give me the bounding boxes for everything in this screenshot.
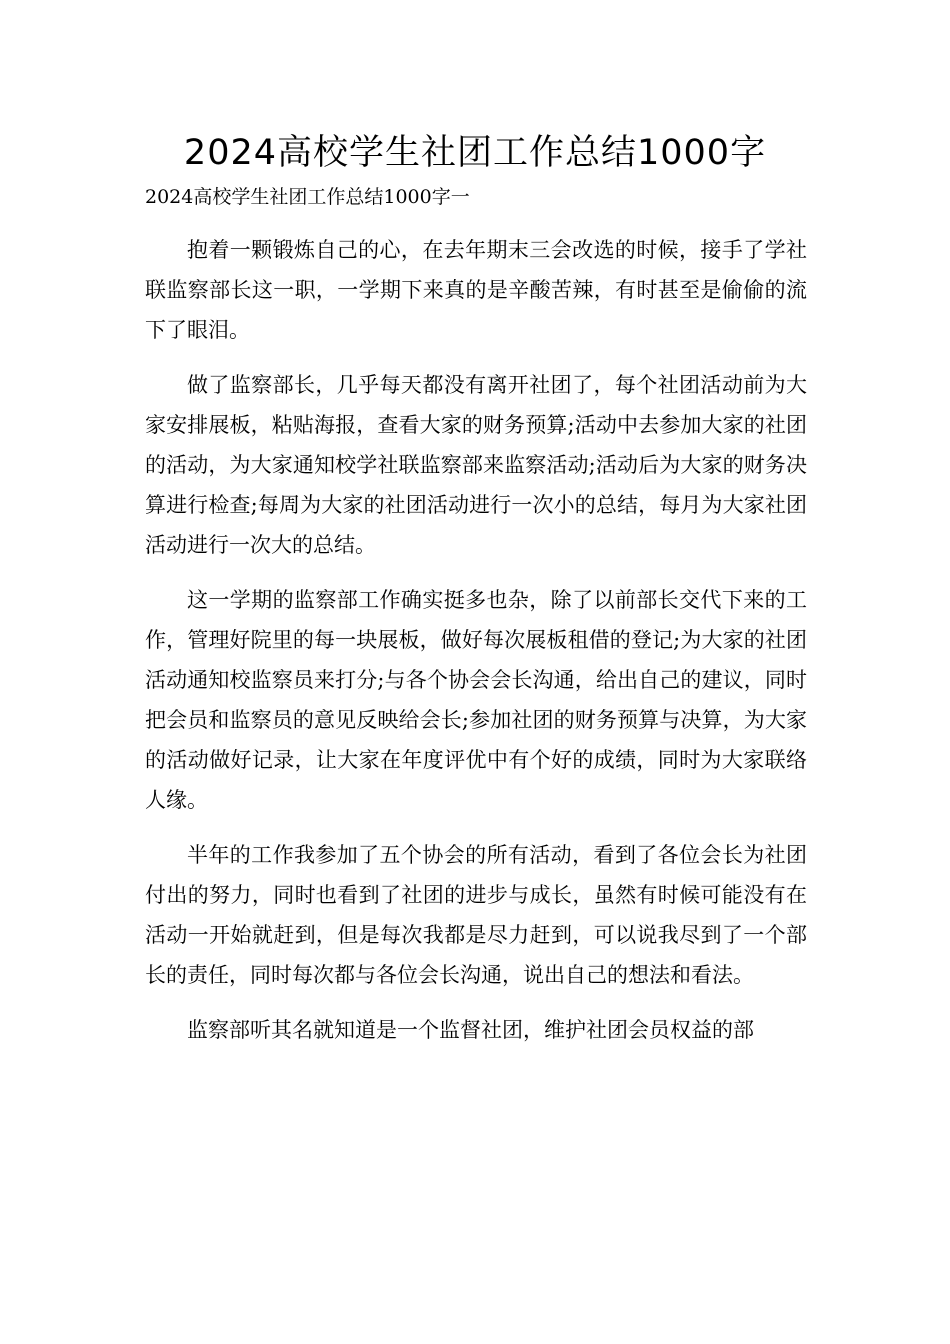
body-paragraph: 半年的工作我参加了五个协会的所有活动，看到了各位会长为社团付出的努力，同时也看到了社团的进步与成长，虽然有时候可能没有在活动一开始就赶到，但是每次我都是尽力赶到，可以说我尽到了一个部长的责任，同时每次都与各位会长沟通，说出自己的想法和看法。 [145,843,807,987]
body-paragraph: 做了监察部长，几乎每天都没有离开社团了，每个社团活动前为大家安排展板，粘贴海报，查看大家的财务预算;活动中去参加大家的社团的活动，为大家通知校学社联监察部来监察活动;活动后为大家的财务决算进行检查;每周为大家的社团活动进行一次小的总结，每月为大家社团活动进行一次大的总结。 [145,373,807,557]
document-subtitle: 2024高校学生社团工作总结1000字一 [145,186,470,208]
body-paragraph: 这一学期的监察部工作确实挺多也杂，除了以前部长交代下来的工作，管理好院里的每一块展板，做好每次展板租借的登记;为大家的社团活动通知校监察员来打分;与各个协会会长沟通，给出自己的建议，同时把会员和监察员的意见反映给会长;参加社团的财务预算与决算，为大家的活动做好记录，让大家在年度评优中有个好的成绩，同时为大家联络人缘。 [145,588,807,812]
document-title: 2024高校学生社团工作总结1000字 [183,133,767,173]
body-paragraph: 监察部听其名就知道是一个监督社团，维护社团会员权益的部 [187,1018,754,1042]
document-body [145,230,807,1065]
body-paragraph: 抱着一颗锻炼自己的心，在去年期末三会改选的时候，接手了学社联监察部长这一职，一学期下来真的是辛酸苦辣，有时甚至是偷偷的流下了眼泪。 [145,238,807,342]
